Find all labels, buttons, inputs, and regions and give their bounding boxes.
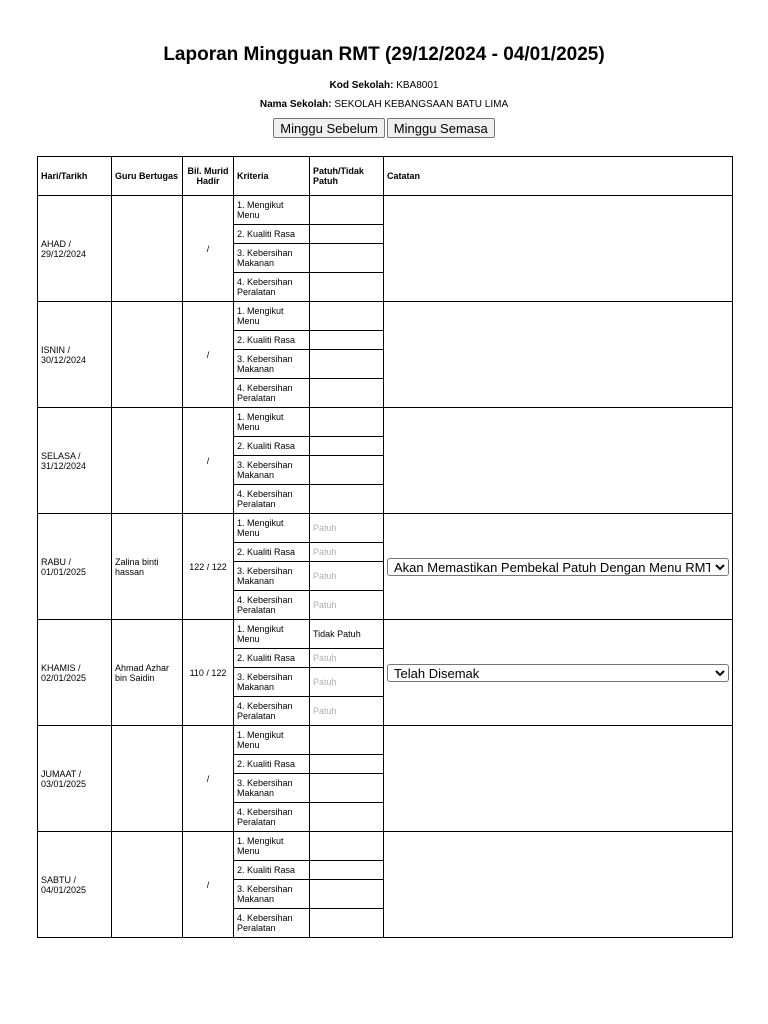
compliance-cell[interactable]: Patuh: [310, 697, 384, 726]
notes-cell: [384, 832, 733, 938]
school-code-label: Kod Sekolah:: [329, 80, 394, 91]
notes-select[interactable]: [387, 664, 729, 682]
compliance-cell[interactable]: [310, 803, 384, 832]
compliance-cell[interactable]: Patuh: [310, 591, 384, 620]
compliance-cell[interactable]: [310, 408, 384, 437]
criteria-cell: 1. Mengikut Menu: [234, 726, 310, 755]
day-cell: ISNIN / 30/12/2024: [38, 302, 112, 408]
school-name-label: Nama Sekolah:: [259, 99, 332, 110]
table-row: [38, 620, 733, 649]
students-cell: /: [183, 832, 234, 938]
compliance-cell[interactable]: Patuh: [310, 668, 384, 697]
compliance-cell[interactable]: Patuh: [310, 514, 384, 543]
criteria-cell: 2. Kualiti Rasa: [234, 861, 310, 880]
compliance-cell[interactable]: [310, 225, 384, 244]
notes-select[interactable]: [387, 558, 729, 576]
criteria-cell: 1. Mengikut Menu: [234, 302, 310, 331]
header-compliance: Patuh/Tidak Patuh: [310, 157, 384, 196]
criteria-cell: 2. Kualiti Rasa: [234, 543, 310, 562]
teacher-cell: [112, 302, 183, 408]
criteria-cell: 2. Kualiti Rasa: [234, 225, 310, 244]
compliance-cell[interactable]: [310, 350, 384, 379]
compliance-cell[interactable]: [310, 273, 384, 302]
criteria-cell: 3. Kebersihan Makanan: [234, 774, 310, 803]
notes-cell: [384, 620, 733, 726]
criteria-cell: 2. Kualiti Rasa: [234, 331, 310, 350]
criteria-cell: 4. Kebersihan Peralatan: [234, 591, 310, 620]
notes-cell: [384, 302, 733, 408]
page-title: Laporan Mingguan RMT (29/12/2024 - 04/01/2025): [163, 44, 605, 65]
students-cell: /: [183, 408, 234, 514]
school-code: [0, 80, 768, 91]
day-cell: AHAD / 29/12/2024: [38, 196, 112, 302]
header-teacher: Guru Bertugas: [112, 157, 183, 196]
criteria-cell: 4. Kebersihan Peralatan: [234, 909, 310, 938]
compliance-cell[interactable]: [310, 302, 384, 331]
teacher-cell: [112, 408, 183, 514]
compliance-cell[interactable]: [310, 485, 384, 514]
criteria-cell: 4. Kebersihan Peralatan: [234, 273, 310, 302]
compliance-cell[interactable]: [310, 774, 384, 803]
compliance-cell[interactable]: Tidak Patuh: [310, 620, 384, 649]
criteria-cell: 1. Mengikut Menu: [234, 196, 310, 225]
criteria-cell: 2. Kualiti Rasa: [234, 755, 310, 774]
teacher-cell: [112, 726, 183, 832]
criteria-cell: 1. Mengikut Menu: [234, 832, 310, 861]
table-row: [38, 196, 733, 225]
criteria-cell: 3. Kebersihan Makanan: [234, 668, 310, 697]
teacher-cell: [112, 832, 183, 938]
criteria-cell: 4. Kebersihan Peralatan: [234, 379, 310, 408]
students-cell: 122 / 122: [183, 514, 234, 620]
compliance-cell[interactable]: Patuh: [310, 562, 384, 591]
teacher-cell: Zalina binti hassan: [112, 514, 183, 620]
day-cell: SABTU / 04/01/2025: [38, 832, 112, 938]
criteria-cell: 1. Mengikut Menu: [234, 514, 310, 543]
students-cell: /: [183, 726, 234, 832]
criteria-cell: 2. Kualiti Rasa: [234, 437, 310, 456]
week-nav: [0, 118, 768, 138]
compliance-cell[interactable]: [310, 196, 384, 225]
criteria-cell: 4. Kebersihan Peralatan: [234, 803, 310, 832]
header-notes: Catatan: [384, 157, 733, 196]
day-cell: SELASA / 31/12/2024: [38, 408, 112, 514]
notes-cell: [384, 196, 733, 302]
criteria-cell: 4. Kebersihan Peralatan: [234, 697, 310, 726]
current-week-button[interactable]: Minggu Semasa: [387, 118, 495, 138]
school-name-value: SEKOLAH KEBANGSAAN BATU LIMA: [334, 99, 509, 110]
report-table: [37, 156, 733, 938]
compliance-cell[interactable]: [310, 832, 384, 861]
day-cell: RABU / 01/01/2025: [38, 514, 112, 620]
notes-cell: [384, 726, 733, 832]
table-row: [38, 302, 733, 331]
notes-cell: [384, 408, 733, 514]
students-cell: /: [183, 196, 234, 302]
school-code-value: KBA8001: [396, 80, 439, 91]
students-cell: 110 / 122: [183, 620, 234, 726]
compliance-cell[interactable]: Patuh: [310, 649, 384, 668]
criteria-cell: 3. Kebersihan Makanan: [234, 244, 310, 273]
teacher-cell: [112, 196, 183, 302]
header-students: Bil. Murid Hadir: [183, 157, 234, 196]
table-row: [38, 832, 733, 861]
criteria-cell: 4. Kebersihan Peralatan: [234, 485, 310, 514]
compliance-cell[interactable]: [310, 331, 384, 350]
criteria-cell: 3. Kebersihan Makanan: [234, 880, 310, 909]
criteria-cell: 3. Kebersihan Makanan: [234, 350, 310, 379]
notes-cell: [384, 514, 733, 620]
day-cell: KHAMIS / 02/01/2025: [38, 620, 112, 726]
criteria-cell: 1. Mengikut Menu: [234, 620, 310, 649]
compliance-cell[interactable]: [310, 909, 384, 938]
teacher-cell: Ahmad Azhar bin Saidin: [112, 620, 183, 726]
header-criteria: Kriteria: [234, 157, 310, 196]
table-row: [38, 726, 733, 755]
compliance-cell[interactable]: [310, 861, 384, 880]
students-cell: /: [183, 302, 234, 408]
criteria-cell: 3. Kebersihan Makanan: [234, 456, 310, 485]
compliance-cell[interactable]: [310, 437, 384, 456]
table-header-row: [38, 157, 733, 196]
compliance-cell[interactable]: [310, 755, 384, 774]
compliance-cell[interactable]: [310, 726, 384, 755]
table-row: [38, 408, 733, 437]
prev-week-button[interactable]: Minggu Sebelum: [273, 118, 385, 138]
school-name: [0, 99, 768, 110]
compliance-cell[interactable]: [310, 880, 384, 909]
compliance-cell[interactable]: [310, 456, 384, 485]
criteria-cell: 3. Kebersihan Makanan: [234, 562, 310, 591]
day-cell: JUMAAT / 03/01/2025: [38, 726, 112, 832]
compliance-cell[interactable]: Patuh: [310, 543, 384, 562]
table-row: [38, 514, 733, 543]
criteria-cell: 1. Mengikut Menu: [234, 408, 310, 437]
compliance-cell[interactable]: [310, 379, 384, 408]
compliance-cell[interactable]: [310, 244, 384, 273]
criteria-cell: 2. Kualiti Rasa: [234, 649, 310, 668]
header-day: Hari/Tarikh: [38, 157, 112, 196]
